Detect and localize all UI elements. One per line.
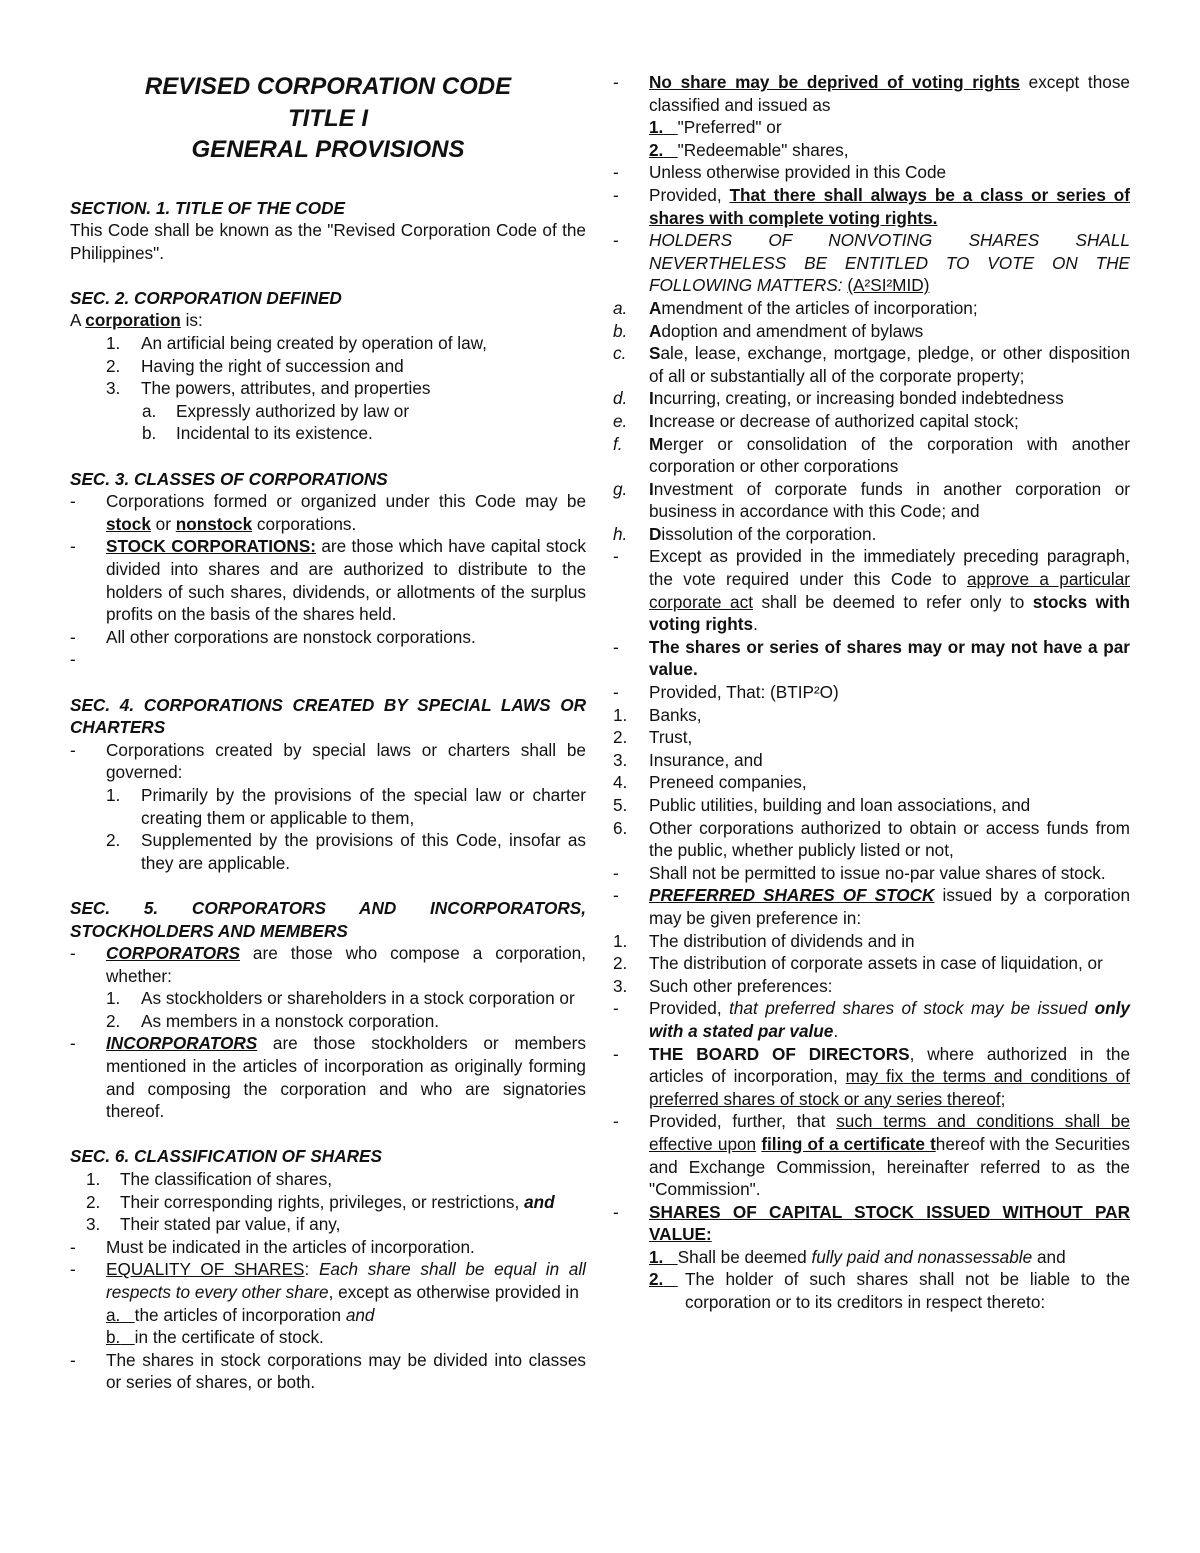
sec2-lead: A corporation is: — [70, 310, 203, 331]
sec6-heading: SEC. 6. CLASSIFICATION OF SHARES — [70, 1146, 382, 1167]
list-item: 3. Insurance, and — [613, 749, 763, 770]
list-item: 2. The holder of such shares shall not be liable to the corporation or to its creditors in respect thereto: — [649, 1269, 1130, 1313]
bullet-item: - THE BOARD OF DIRECTORS, where authorized in the articles of incorporation, may fix the terms and conditions of preferred shares of stock or any series thereof; — [613, 1043, 1131, 1109]
bullet-item: - CORPORATORS are those who compose a corporation, whether: — [70, 943, 586, 986]
right-column — [613, 0, 1130, 1314]
list-item: 2. As members in a nonstock corporation. — [106, 1010, 440, 1031]
bullet-item: - Provided, That: (BTIP²O) — [613, 682, 839, 703]
list-item: 2. Trust, — [613, 727, 693, 748]
sec4-heading: SEC. 4. CORPORATIONS CREATED BY SPECIAL LAWS OR CHARTERS — [70, 694, 586, 738]
matter-item: b. Adoption and amendment of bylaws — [613, 320, 924, 341]
bullet-item: - HOLDERS OF NONVOTING SHARES SHALL NEVERTHELESS BE ENTITLED TO VOTE ON THE FOLLOWING MATTERS: (A²SI²MID) — [613, 230, 1130, 296]
bullet-item: - Corporations formed or organized under this Code may be stock or nonstock corporations. — [70, 491, 586, 534]
sec1-heading: SECTION. 1. TITLE OF THE CODE — [70, 197, 346, 218]
list-item: 2. The distribution of corporate assets in case of liquidation, or — [613, 953, 1103, 974]
matter-item: h. Dissolution of the corporation. — [613, 523, 877, 544]
list-subitem: a. the articles of incorporation and — [106, 1304, 375, 1325]
doc-title-line3: GENERAL PROVISIONS — [191, 136, 465, 163]
list-item: 6. Other corporations authorized to obtain or access funds from the public, whether publicly listed or not, — [613, 817, 1130, 861]
matter-item: g. Investment of corporate funds in another corporation or business in accordance with this Code; and — [613, 478, 1130, 522]
sec1-text: This Code shall be known as the "Revised Corporation Code of the Philippines". — [70, 220, 586, 263]
bullet-item: - Provided, that preferred shares of stock may be issued only with a stated par value. — [613, 998, 1130, 1041]
left-column — [70, 0, 586, 1394]
list-item: 4. Preneed companies, — [613, 772, 807, 793]
bullet-item: - No share may be deprived of voting rights except those classified and issued as — [613, 72, 1130, 115]
bullet-item: - The shares in stock corporations may be divided into classes or series of shares, or both. — [70, 1349, 586, 1393]
matter-item: c. Sale, lease, exchange, mortgage, pledge, or other disposition of all or substantially all of the corporate property; — [613, 343, 1130, 386]
list-item: 2. "Redeemable" shares, — [649, 139, 849, 160]
list-item: 1. The distribution of dividends and in — [613, 930, 915, 951]
list-item: 1. As stockholders or shareholders in a stock corporation or — [106, 988, 575, 1009]
list-item: 1. Shall be deemed fully paid and nonassessable and — [649, 1246, 1066, 1267]
bullet-item: - Provided, further, that such terms and conditions shall be effective upon filing of a certificate thereof with the Securities and Exchange Commission, hereinafter referred to as the "Commission". — [613, 1111, 1131, 1200]
bullet-item: - PREFERRED SHARES OF STOCK issued by a corporation may be given preference in: — [613, 885, 1131, 928]
bullet-item: - Provided, That there shall always be a class or series of shares with complete voting rights. — [613, 184, 1130, 228]
list-item: 1. "Preferred" or — [649, 117, 782, 138]
bullet-item: - STOCK CORPORATIONS: are those which have capital stock divided into shares and are authorized to distribute to the holders of such shares, dividends, or allotments of the surplus profits on the basis of the shares held. — [70, 536, 586, 625]
bullet-item: - Shall not be permitted to issue no-par value shares of stock. — [613, 862, 1106, 883]
list-subitem: b. Incidental to its existence. — [142, 423, 373, 444]
bullet-item: - SHARES OF CAPITAL STOCK ISSUED WITHOUT PAR VALUE: — [613, 1201, 1130, 1245]
matter-item: e. Increase or decrease of authorized capital stock; — [613, 410, 1019, 431]
list-item: 3. Their stated par value, if any, — [86, 1214, 341, 1235]
doc-title-line2: TITLE I — [288, 104, 368, 132]
list-item: 1. The classification of shares, — [86, 1169, 333, 1190]
doc-title: REVISED CORPORATION CODE — [144, 73, 512, 100]
term-corporation: corporation — [85, 310, 181, 331]
list-item: 1. An artificial being created by operation of law, — [106, 333, 487, 354]
bullet-item: - Must be indicated in the articles of incorporation. — [70, 1236, 475, 1257]
bullet-item: - All other corporations are nonstock corporations. — [70, 626, 476, 647]
list-item: 2. Their corresponding rights, privileges, or restrictions, and — [86, 1191, 555, 1212]
list-item: 1. Primarily by the provisions of the special law or charter creating them or applicable to them, — [106, 784, 586, 828]
list-item: 5. Public utilities, building and loan associations, and — [613, 795, 1031, 815]
list-item: 3. The powers, attributes, and properties — [106, 378, 431, 399]
list-item: 2. Having the right of succession and — [106, 355, 404, 376]
bullet-item: - INCORPORATORS are those stockholders or members mentioned in the articles of incorporation as originally forming and composing the corporation and who are signatories thereof. — [70, 1033, 586, 1122]
list-subitem: a. Expressly authorized by law or — [142, 400, 410, 421]
bullet-item: - Unless otherwise provided in this Code — [613, 162, 947, 183]
sec5-heading: SEC. 5. CORPORATORS AND INCORPORATORS, STOCKHOLDERS AND MEMBERS — [70, 897, 586, 941]
matter-item: f. Merger or consolidation of the corporation with another corporation or other corporations — [613, 433, 1130, 477]
sec2-heading: SEC. 2. CORPORATION DEFINED — [70, 287, 342, 308]
list-item: 3. Such other preferences: — [613, 975, 833, 996]
matter-item: d. Incurring, creating, or increasing bonded indebtedness — [613, 388, 1064, 409]
bullet-item-empty: - — [70, 649, 76, 670]
bullet-item: - The shares or series of shares may or may not have a par value. — [613, 636, 1130, 680]
list-item: 2. Supplemented by the provisions of this Code, insofar as they are applicable. — [106, 830, 586, 873]
list-item: 1. Banks, — [613, 704, 702, 725]
bullet-item: - Except as provided in the immediately preceding paragraph, the vote required under this Code to approve a particular corporate act shall be deemed to refer only to stocks with voting rights. — [613, 546, 1130, 635]
list-subitem: b. in the certificate of stock. — [106, 1327, 324, 1348]
matter-item: a. Amendment of the articles of incorporation; — [613, 297, 978, 318]
bullet-item: - Corporations created by special laws or charters shall be governed: — [70, 739, 586, 783]
sec3-heading: SEC. 3. CLASSES OF CORPORATIONS — [70, 468, 388, 489]
bullet-item: - EQUALITY OF SHARES: Each share shall be equal in all respects to every other share, except as otherwise provided in — [70, 1259, 586, 1302]
